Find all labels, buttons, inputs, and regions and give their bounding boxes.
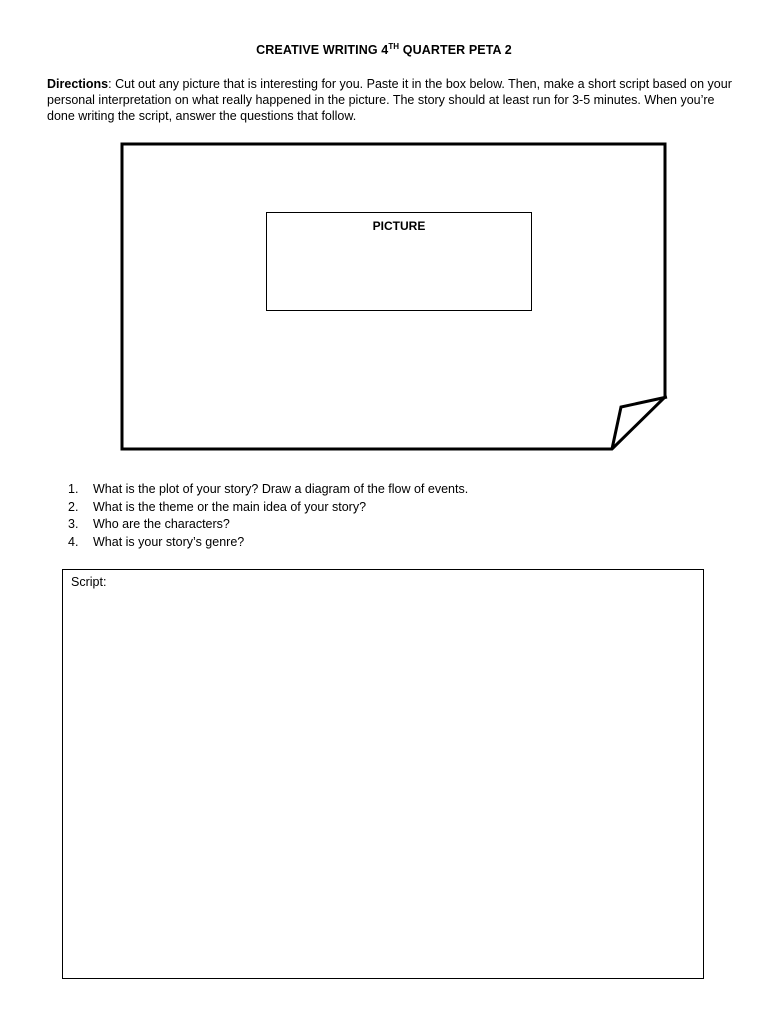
question-number: 4.: [68, 534, 79, 549]
question-number: 3.: [68, 517, 79, 531]
question-item: [68, 534, 468, 552]
questions-list: [68, 481, 468, 551]
picture-label: PICTURE: [372, 219, 426, 233]
title-rest: QUARTER PETA 2: [399, 43, 512, 57]
question-text: What is the theme or the main idea of your story?: [93, 499, 367, 514]
question-number: 1.: [68, 482, 79, 496]
title-superscript: TH: [388, 42, 400, 51]
question-item: [68, 516, 468, 534]
script-label: Script:: [71, 575, 107, 589]
script-writing-area[interactable]: [62, 569, 704, 979]
directions-paragraph: [47, 76, 737, 124]
picture-placeholder[interactable]: [266, 212, 532, 311]
question-item: [68, 499, 468, 517]
question-item: [68, 481, 468, 499]
picture-frame-curl: [612, 397, 667, 449]
question-text: Who are the characters?: [93, 517, 230, 531]
title-main: CREATIVE WRITING 4: [256, 43, 389, 57]
question-text: What is the plot of your story? Draw a diagram of the flow of events.: [93, 482, 469, 496]
page-title: [0, 43, 768, 57]
directions-text: : Cut out any picture that is interesting for you. Paste it in the box below. Then, make a short script based on your personal interpretation on what really happened in the picture. The story should at least run for 3-5 minutes. When you’re done writing the script, answer the questions that follow.: [47, 77, 732, 123]
question-text: What is your story’s genre?: [93, 534, 245, 549]
directions-label: Directions: [47, 77, 109, 91]
question-number: 2.: [68, 499, 79, 514]
